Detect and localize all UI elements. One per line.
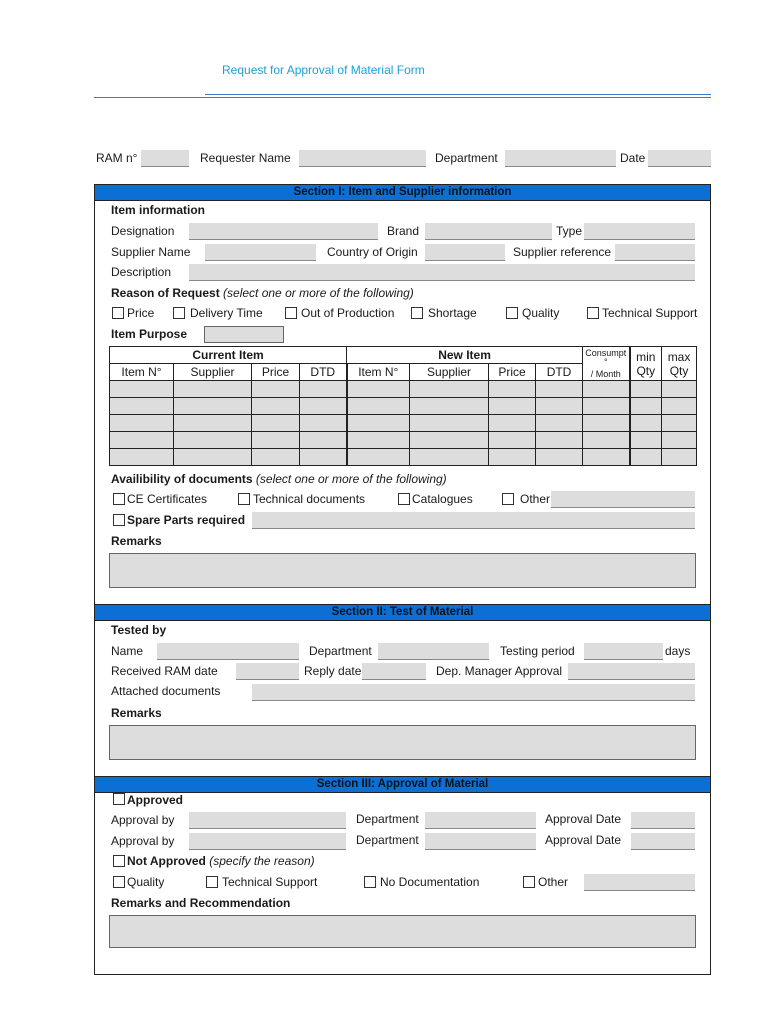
col-new-item-no: Item N° bbox=[347, 364, 410, 381]
min-qty-header bbox=[630, 347, 662, 381]
approval-by-field-2[interactable] bbox=[189, 833, 346, 850]
other-docs-label: Other bbox=[520, 492, 551, 506]
tester-department-field[interactable] bbox=[378, 643, 489, 660]
min-label: min bbox=[636, 349, 656, 364]
approval-department-field-2[interactable] bbox=[425, 833, 536, 850]
section2-bar: Section II: Test of Material bbox=[94, 604, 711, 621]
approved-label: Approved bbox=[127, 793, 184, 807]
attached-documents-label: Attached documents bbox=[111, 684, 221, 698]
consumption-mid: ° bbox=[603, 356, 608, 367]
reason-of-request-label: Reason of Request bbox=[111, 286, 220, 300]
approved-checkbox[interactable] bbox=[113, 793, 125, 805]
technical-support-checkbox[interactable] bbox=[587, 307, 599, 319]
testing-period-label: Testing period bbox=[500, 644, 575, 658]
date-label: Date bbox=[620, 151, 646, 165]
availability-docs-line bbox=[111, 472, 447, 486]
spare-parts-checkbox[interactable] bbox=[113, 514, 125, 526]
supplier-reference-field[interactable] bbox=[615, 244, 695, 261]
section1-remarks-box[interactable] bbox=[109, 553, 696, 588]
col-dtd: DTD bbox=[300, 364, 347, 381]
approval-department-label-2: Department bbox=[356, 833, 419, 847]
col-supplier: Supplier bbox=[174, 364, 252, 381]
attached-documents-field[interactable] bbox=[252, 684, 695, 701]
department-field[interactable] bbox=[505, 150, 616, 167]
section3-bar: Section III: Approval of Material bbox=[94, 776, 711, 793]
shortage-checkbox[interactable] bbox=[411, 307, 423, 319]
ram-no-field[interactable] bbox=[141, 150, 189, 167]
country-of-origin-field[interactable] bbox=[425, 244, 505, 261]
ram-no-label: RAM n° bbox=[96, 151, 138, 165]
col-new-supplier: Supplier bbox=[410, 364, 489, 381]
other-docs-checkbox[interactable] bbox=[502, 493, 514, 505]
approval-date-label-2: Approval Date bbox=[545, 833, 622, 847]
supplier-reference-label: Supplier reference bbox=[513, 245, 612, 259]
max-qty-label: Qty bbox=[669, 363, 689, 378]
delivery-time-checkbox[interactable] bbox=[173, 307, 185, 319]
col-item-no: Item N° bbox=[110, 364, 174, 381]
max-qty-header bbox=[662, 347, 697, 381]
designation-field[interactable] bbox=[189, 223, 378, 240]
days-label: days bbox=[665, 644, 691, 658]
price-checkbox[interactable] bbox=[112, 307, 124, 319]
approval-date-field-1[interactable] bbox=[631, 812, 695, 829]
reason-of-request-line bbox=[111, 286, 414, 300]
dep-manager-approval-label: Dep. Manager Approval bbox=[436, 664, 563, 678]
title-rule-top bbox=[205, 94, 711, 95]
remarks-recommendation-label: Remarks and Recommendation bbox=[111, 896, 291, 910]
ce-certificates-label: CE Certificates bbox=[127, 492, 208, 506]
consumption-bottom: / Month bbox=[590, 368, 621, 379]
out-of-production-label: Out of Production bbox=[301, 306, 395, 320]
approval-date-label-1: Approval Date bbox=[545, 812, 622, 826]
table-row bbox=[110, 398, 697, 415]
description-label: Description bbox=[111, 265, 172, 279]
na-other-label: Other bbox=[538, 875, 569, 889]
reason-of-request-hint: (select one or more of the following) bbox=[223, 286, 414, 300]
quality-checkbox[interactable] bbox=[506, 307, 518, 319]
supplier-name-field[interactable] bbox=[205, 244, 316, 261]
description-field[interactable] bbox=[189, 264, 695, 281]
out-of-production-checkbox[interactable] bbox=[285, 307, 297, 319]
na-no-documentation-checkbox[interactable] bbox=[364, 876, 376, 888]
price-label: Price bbox=[127, 306, 155, 320]
dep-manager-approval-field[interactable] bbox=[568, 663, 695, 680]
table-row bbox=[110, 381, 697, 398]
brand-field[interactable] bbox=[425, 223, 552, 240]
item-purpose-field[interactable] bbox=[204, 326, 284, 343]
supplier-name-label: Supplier Name bbox=[111, 245, 191, 259]
na-quality-label: Quality bbox=[127, 875, 165, 889]
quality-label: Quality bbox=[522, 306, 560, 320]
tester-name-label: Name bbox=[111, 644, 144, 658]
max-label: max bbox=[667, 349, 691, 364]
delivery-time-label: Delivery Time bbox=[190, 306, 263, 320]
section2-remarks-label: Remarks bbox=[111, 706, 162, 720]
tester-name-field[interactable] bbox=[157, 643, 299, 660]
consumption-header bbox=[583, 347, 630, 381]
table-row bbox=[110, 415, 697, 432]
tested-by-heading: Tested by bbox=[111, 623, 167, 637]
date-field[interactable] bbox=[648, 150, 711, 167]
approval-by-label-1: Approval by bbox=[111, 813, 175, 827]
country-of-origin-label: Country of Origin bbox=[327, 245, 418, 259]
department-label: Department bbox=[435, 151, 498, 165]
approval-by-field-1[interactable] bbox=[189, 812, 346, 829]
received-ram-date-field[interactable] bbox=[236, 663, 299, 680]
testing-period-field[interactable] bbox=[584, 643, 663, 660]
other-docs-field[interactable] bbox=[551, 491, 695, 508]
requester-name-field[interactable] bbox=[299, 150, 426, 167]
technical-documents-label: Technical documents bbox=[253, 492, 366, 506]
min-qty-label: Qty bbox=[636, 363, 656, 378]
table-row bbox=[110, 432, 697, 449]
type-field[interactable] bbox=[584, 223, 695, 240]
not-approved-line bbox=[127, 854, 315, 868]
na-other-field[interactable] bbox=[584, 874, 695, 891]
technical-documents-checkbox[interactable] bbox=[238, 493, 250, 505]
approval-department-field-1[interactable] bbox=[425, 812, 536, 829]
ce-certificates-checkbox[interactable] bbox=[113, 493, 125, 505]
col-new-dtd: DTD bbox=[536, 364, 583, 381]
items-table bbox=[109, 346, 697, 466]
approval-date-field-2[interactable] bbox=[631, 833, 695, 850]
section1-bar: Section I: Item and Supplier information bbox=[94, 184, 711, 201]
na-other-checkbox[interactable] bbox=[523, 876, 535, 888]
item-purpose-label: Item Purpose bbox=[111, 327, 188, 341]
na-no-documentation-label: No Documentation bbox=[380, 875, 480, 889]
technical-support-label: Technical Support bbox=[602, 306, 698, 320]
item-information-heading: Item information bbox=[111, 203, 206, 217]
availability-docs-hint: (select one or more of the following) bbox=[255, 472, 447, 486]
approval-department-label-1: Department bbox=[356, 812, 419, 826]
section2-remarks-box[interactable] bbox=[109, 725, 696, 760]
na-technical-support-label: Technical Support bbox=[222, 875, 318, 889]
spare-parts-label: Spare Parts required bbox=[127, 513, 246, 527]
requester-name-label: Requester Name bbox=[200, 151, 291, 165]
section1-remarks-label: Remarks bbox=[111, 534, 162, 548]
catalogues-checkbox[interactable] bbox=[398, 493, 410, 505]
brand-label: Brand bbox=[387, 224, 420, 238]
spare-parts-field[interactable] bbox=[252, 512, 695, 529]
current-item-header: Current Item bbox=[110, 347, 347, 364]
col-new-price: Price bbox=[489, 364, 536, 381]
new-item-header: New Item bbox=[347, 347, 583, 364]
approval-by-label-2: Approval by bbox=[111, 834, 175, 848]
type-label: Type bbox=[556, 224, 583, 238]
na-technical-support-checkbox[interactable] bbox=[206, 876, 218, 888]
col-price: Price bbox=[252, 364, 300, 381]
not-approved-hint: (specify the reason) bbox=[209, 854, 315, 868]
table-row bbox=[110, 449, 697, 466]
reply-date-field[interactable] bbox=[362, 663, 426, 680]
received-ram-date-label: Received RAM date bbox=[111, 664, 218, 678]
form-title: Request for Approval of Material Form bbox=[222, 63, 425, 77]
remarks-recommendation-box[interactable] bbox=[109, 915, 696, 948]
tester-department-label: Department bbox=[309, 644, 372, 658]
consumption-top: Consumpt bbox=[585, 347, 627, 358]
not-approved-checkbox[interactable] bbox=[113, 855, 125, 867]
designation-label: Designation bbox=[111, 224, 175, 238]
reply-date-label: Reply date bbox=[304, 664, 362, 678]
title-rule-bottom bbox=[94, 97, 711, 98]
na-quality-checkbox[interactable] bbox=[113, 876, 125, 888]
catalogues-label: Catalogues bbox=[412, 492, 473, 506]
not-approved-label: Not Approved bbox=[127, 854, 206, 868]
shortage-label: Shortage bbox=[428, 306, 477, 320]
availability-docs-label: Availibility of documents bbox=[111, 472, 253, 486]
